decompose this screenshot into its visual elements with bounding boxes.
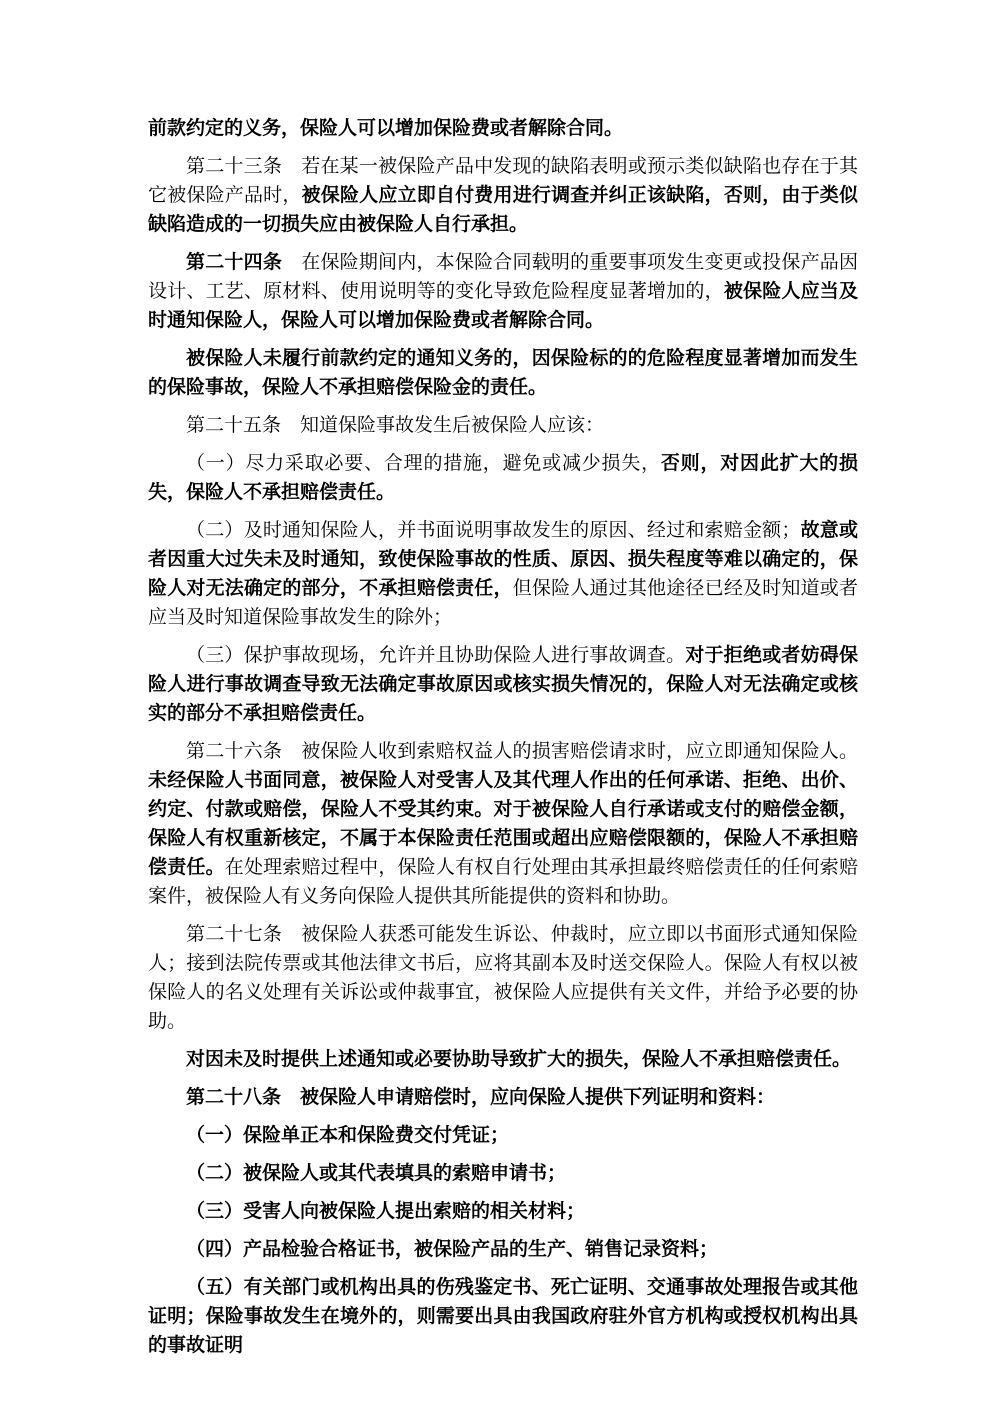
paragraph (148, 152, 858, 239)
text-run: 在保险期间内，本保险合同载明的重要事项发生变更或投保产品因设计、工艺、原材料、使用说明等的变化导致危险程度显著增加的， (148, 252, 858, 302)
paragraph (148, 449, 858, 507)
text-run: 第二十六条 被保险人收到索赔权益人的损害赔偿请求时，应立即通知保险人。 (186, 741, 858, 762)
paragraph (148, 1235, 858, 1264)
text-run: （二）被保险人或其代表填具的索赔申请书； (186, 1163, 567, 1184)
text-run: 故意或者因重大过失未及时通知，致使保险事故的性质、原因、损失程度等难以确定的，保险人对无法确定的部分，不承担赔偿责任， (148, 520, 858, 599)
text-run: 在处理索赔过程中，保险人有权自行处理由其承担最终赔偿责任的任何索赔案件，被保险人有义务向保险人提供其所能提供的资料和协助。 (148, 857, 858, 907)
text-run: 对于拒绝或者妨碍保险人进行事故调查导致无法确定事故原因或核实损失情况的，保险人对无法确定或核实的部分不承担赔偿责任。 (148, 645, 858, 724)
paragraph (148, 1197, 858, 1226)
paragraph (148, 1159, 858, 1188)
paragraph (148, 1083, 858, 1112)
text-run: （四）产品检验合格证书，被保险产品的生产、销售记录资料； (186, 1239, 719, 1260)
paragraph (148, 411, 858, 440)
text-run: 但保险人通过其他途径已经及时知道或者应当及时知道保险事故发生的除外； (148, 578, 858, 628)
text-run: 被保险人未履行前款约定的通知义务的，因保险标的的危险程度显著增加而发生的保险事故，保险人不承担赔偿保险金的责任。 (148, 348, 858, 398)
document-body (148, 114, 858, 1369)
paragraph (148, 344, 858, 402)
text-run: 前款约定的义务，保险人可以增加保险费或者解除合同。 (148, 118, 624, 139)
paragraph (148, 248, 858, 335)
paragraph (148, 920, 858, 1036)
text-run: 被保险人应立即自付费用进行调查并纠正该缺陷，否则，由于类似缺陷造成的一切损失应由被保险人自行承担。 (148, 185, 858, 235)
text-run: 第二十三条 若在某一被保险产品中发现的缺陷表明或预示类似缺陷也存在于其它被保险产品时， (148, 156, 858, 206)
text-run: 被保险人应当及时通知保险人，保险人可以增加保险费或者解除合同。 (148, 281, 858, 331)
text-run: 否则，对因此扩大的损失，保险人不承担赔偿责任。 (148, 453, 858, 503)
paragraph (148, 737, 858, 911)
paragraph (148, 516, 858, 632)
text-run: 第二十四条 (186, 252, 283, 273)
paragraph (148, 114, 858, 143)
text-run: 第二十八条 被保险人申请赔偿时，应向保险人提供下列证明和资料： (186, 1087, 776, 1108)
text-run: 对因未及时提供上述通知或必要协助导致扩大的损失，保险人不承担赔偿责任。 (186, 1049, 852, 1070)
paragraph (148, 1045, 858, 1074)
text-run: （一）保险单正本和保险费交付凭证； (186, 1125, 510, 1146)
text-run: （一）尽力采取必要、合理的措施，避免或减少损失， (186, 453, 661, 474)
text-run: （三）受害人向被保险人提出索赔的相关材料； (186, 1201, 586, 1222)
text-run: 未经保险人书面同意，被保险人对受害人及其代理人作出的任何承诺、拒绝、出价、约定、付款或赔偿，保险人不受其约束。对于被保险人自行承诺或支付的赔偿金额，保险人有权重新核定，不属于本保险责任范围或超出应赔偿限额的，保险人不承担赔偿责任。 (148, 770, 858, 878)
paragraph (148, 641, 858, 728)
text-run: （五）有关部门或机构出具的伤残鉴定书、死亡证明、交通事故处理报告或其他证明；保险事故发生在境外的，则需要出具由我国政府驻外官方机构或授权机构出具的事故证明 (148, 1277, 858, 1356)
paragraph (148, 1121, 858, 1150)
text-run: 第二十五条 知道保险事故发生后被保险人应该： (186, 415, 605, 436)
text-run: （二）及时通知保险人，并书面说明事故发生的原因、经过和索赔金额； (186, 520, 801, 541)
paragraph (148, 1273, 858, 1360)
text-run: （三）保护事故现场，允许并且协助保险人进行事故调查。 (186, 645, 686, 666)
text-run: 第二十七条 被保险人获悉可能发生诉讼、仲裁时，应立即以书面形式通知保险人；接到法院传票或其他法律文书后，应将其副本及时送交保险人。保险人有权以被保险人的名义处理有关诉讼或仲裁事宜，被保险人应提供有关文件，并给予必要的协助。 (148, 924, 858, 1032)
